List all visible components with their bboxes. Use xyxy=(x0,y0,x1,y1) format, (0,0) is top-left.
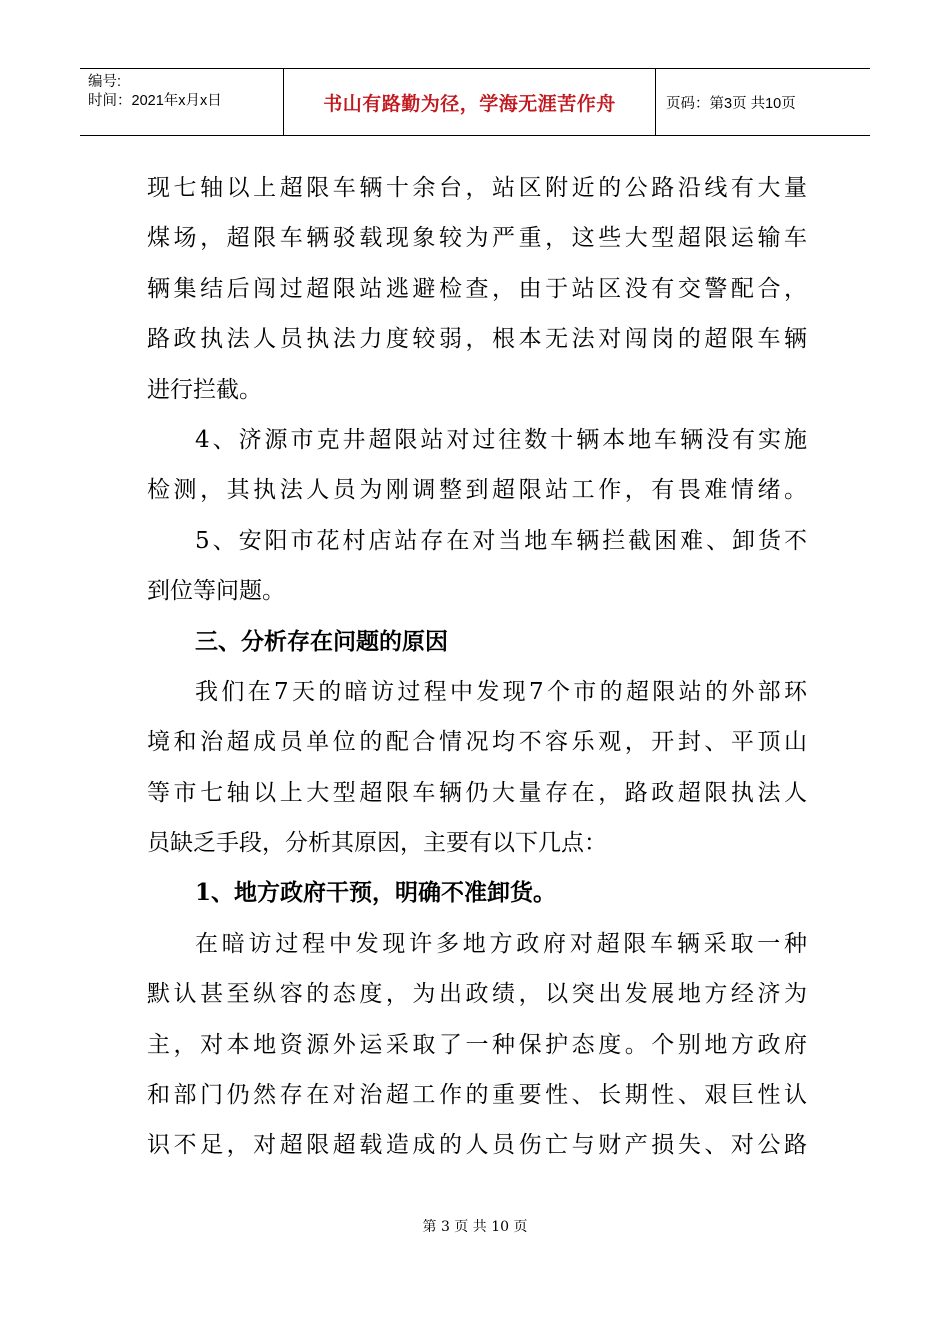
body-line-20: 识不足，对超限超载造成的人员伤亡与财产损失、对公路 xyxy=(147,1132,807,1159)
body-line-6: 4、济源市克井超限站对过往数十辆本地车辆没有实施 xyxy=(195,426,807,453)
header-motto: 书山有路勤为径，学海无涯苦作舟 xyxy=(323,92,616,115)
subsection-heading-1: 1、地方政府干预，明确不准卸货。 xyxy=(195,879,557,907)
header-page-code: 页码：第3页 共10页 xyxy=(666,95,796,112)
body-line-2: 煤场，超限车辆驳载现象较为严重，这些大型超限运输车 xyxy=(147,225,807,252)
body-line-9: 到位等问题。 xyxy=(147,578,285,605)
body-line-4: 路政执法人员执法力度较弱，根本无法对闯岗的超限车辆 xyxy=(147,326,807,353)
body-line-11: 我们在7天的暗访过程中发现7个市的超限站的外部环 xyxy=(195,678,807,705)
body-line-12: 境和治超成员单位的配合情况均不容乐观，开封、平顶山 xyxy=(147,729,807,756)
body-line-8: 5、安阳市花村店站存在对当地车辆拦截困难、卸货不 xyxy=(195,527,807,554)
section-heading-3: 三、分析存在问题的原因 xyxy=(195,627,448,655)
body-line-7: 检测，其执法人员为刚调整到超限站工作，有畏难情绪。 xyxy=(147,477,807,504)
body-line-19: 和部门仍然存在对治超工作的重要性、长期性、艰巨性认 xyxy=(147,1082,807,1109)
body-line-14: 员缺乏手段，分析其原因，主要有以下几点： xyxy=(147,830,607,857)
document-time-label: 时间：2021年x月x日 xyxy=(88,93,222,109)
body-line-16: 在暗访过程中发现许多地方政府对超限车辆采取一种 xyxy=(195,930,807,957)
body-line-18: 主，对本地资源外运采取了一种保护态度。个别地方政府 xyxy=(147,1031,807,1058)
header-meta xyxy=(80,69,283,135)
body-line-5: 进行拦截。 xyxy=(147,376,262,403)
page-header xyxy=(80,68,870,136)
document-number-label: 编号: xyxy=(88,74,122,90)
page-footer: 第 3 页 共 10 页 xyxy=(422,1219,528,1235)
body-line-3: 辆集结后闯过超限站逃避检查，由于站区没有交警配合， xyxy=(147,275,807,302)
body-line-13: 等市七轴以上大型超限车辆仍大量存在，路政超限执法人 xyxy=(147,779,807,806)
document-body xyxy=(147,163,807,1171)
body-line-17: 默认甚至纵容的态度，为出政绩，以突出发展地方经济为 xyxy=(147,981,807,1008)
body-line-1: 现七轴以上超限车辆十余台，站区附近的公路沿线有大量 xyxy=(147,175,807,201)
